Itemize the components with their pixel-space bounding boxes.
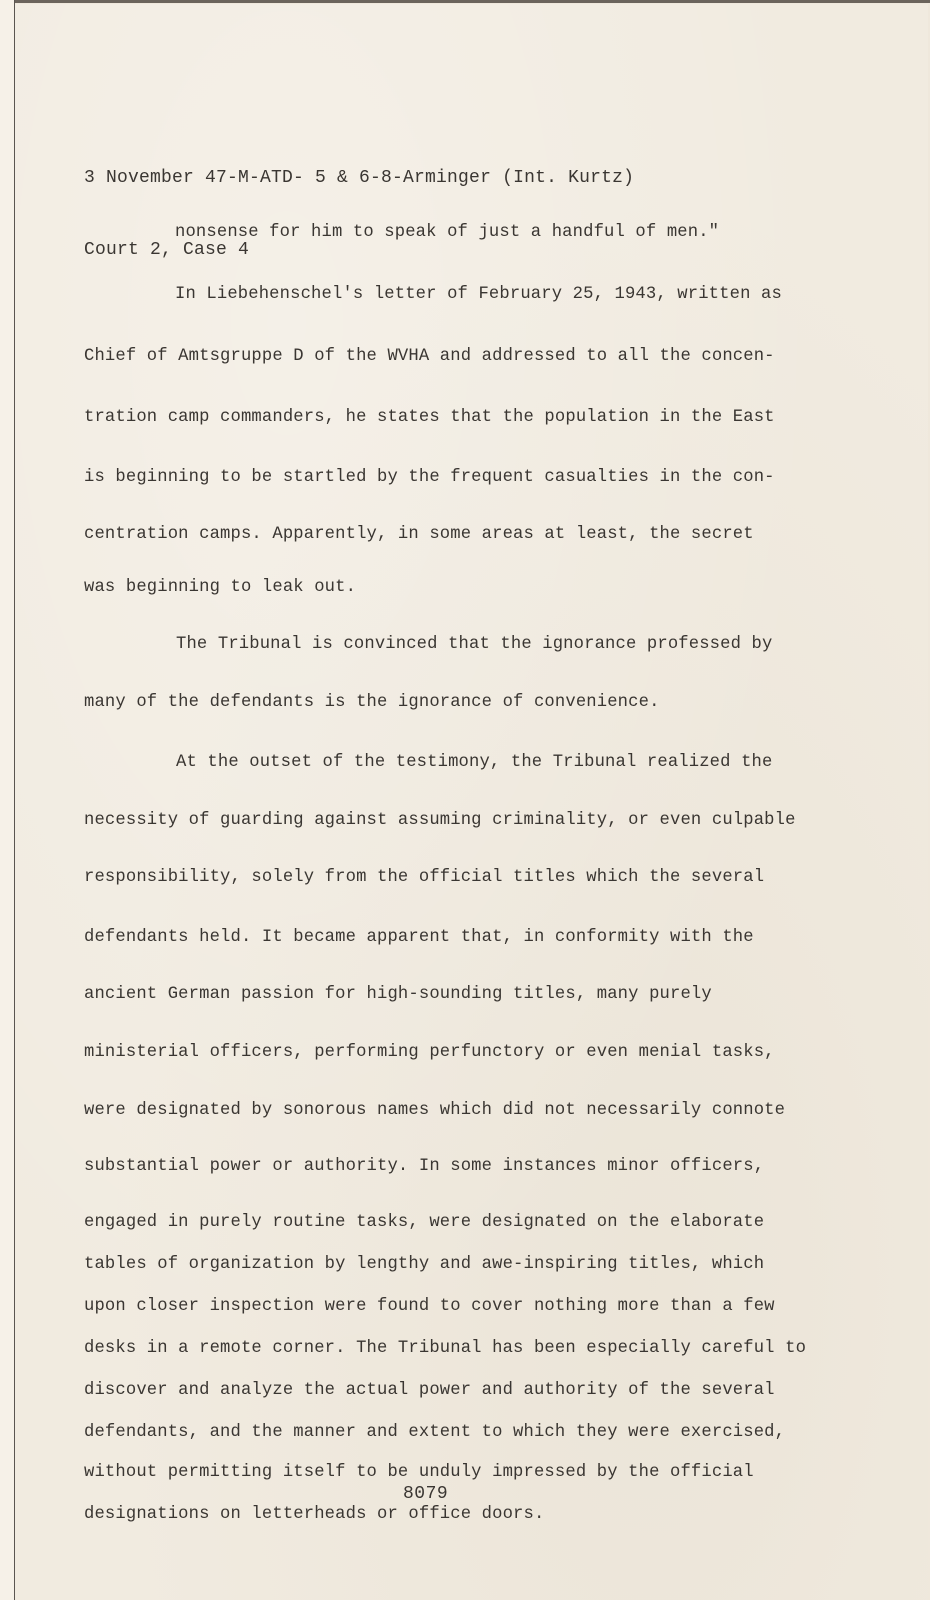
text-line: tration camp commanders, he states that the population in the East — [84, 408, 775, 427]
text-line: tables of organization by lengthy and awe-inspiring titles, which — [84, 1255, 765, 1274]
text-line: Chief of Amtsgruppe D of the WVHA and addressed to all the concen- — [84, 347, 775, 366]
text-line: engaged in purely routine tasks, were designated on the elaborate — [84, 1213, 765, 1232]
text-line: substantial power or authority. In some instances minor officers, — [84, 1157, 765, 1176]
text-line: In Liebehenschel's letter of February 25, 1943, written as — [175, 285, 782, 304]
header-line-court-case: Court 2, Case 4 — [84, 240, 250, 260]
text-line: many of the defendants is the ignorance of convenience. — [84, 693, 660, 712]
text-line: responsibility, solely from the official titles which the several — [84, 868, 765, 887]
text-line: At the outset of the testimony, the Tribunal realized the — [176, 753, 773, 772]
text-line: The Tribunal is convinced that the ignorance professed by — [176, 635, 773, 654]
document-header — [84, 118, 634, 286]
header-line-date-reference: 3 November 47-M-ATD- 5 & 6-8-Arminger (Int. Kurtz) — [84, 168, 635, 188]
text-line: ministerial officers, performing perfunctory or even menial tasks, — [84, 1043, 775, 1062]
scan-top-edge — [0, 0, 930, 3]
text-line: defendants, and the manner and extent to which they were exercised, — [84, 1423, 786, 1442]
text-line: discover and analyze the actual power and authority of the several — [84, 1381, 775, 1400]
text-line: was beginning to leak out. — [84, 578, 357, 597]
text-line: desks in a remote corner. The Tribunal has been especially careful to — [84, 1339, 807, 1358]
text-line: designations on letterheads or office doors. — [84, 1505, 545, 1524]
text-line: were designated by sonorous names which did not necessarily connote — [84, 1101, 786, 1120]
text-line: without permitting itself to be unduly impressed by the official — [84, 1463, 754, 1482]
text-line: is beginning to be startled by the frequent casualties in the con- — [84, 468, 775, 487]
page-left-edge — [0, 0, 15, 1600]
text-line: necessity of guarding against assuming criminality, or even culpable — [84, 811, 796, 830]
text-line: upon closer inspection were found to cover nothing more than a few — [84, 1297, 775, 1316]
text-line: nonsense for him to speak of just a handful of men." — [175, 223, 720, 242]
text-line: centration camps. Apparently, in some areas at least, the secret — [84, 525, 754, 544]
text-line: ancient German passion for high-sounding titles, many purely — [84, 985, 712, 1004]
text-line: defendants held. It became apparent that, in conformity with the — [84, 928, 754, 947]
page-number: 8079 — [403, 1484, 449, 1504]
